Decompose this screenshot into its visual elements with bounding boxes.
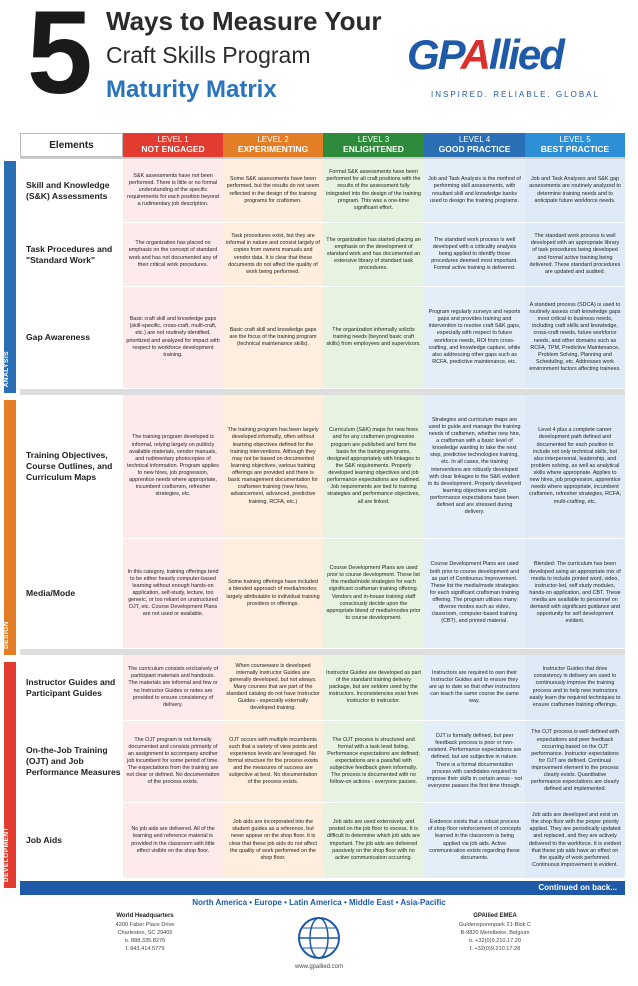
logo-tagline: INSPIRED. RELIABLE. GLOBAL [431,90,600,99]
element-label: Job Aids [20,803,123,878]
level-num: LEVEL 3 [357,134,390,144]
level-4-cell: The standard work process is well developed with a criticality analysis being applied to identify those procedures deemed most important. Formal active training is delivered. [424,223,525,286]
level-1-cell: S&K assessments have not been performed. There is little or no formal understanding of the specific requirements for each position beyond a rudimentary job description. [123,159,223,222]
matrix-body [20,159,625,879]
matrix-row [20,287,625,389]
matrix-row [20,655,625,721]
title-line-3: Maturity Matrix [106,76,277,103]
gpallied-logo [407,31,617,106]
level-4-cell: Strategies and curriculum maps are used to guide and manage the training needs of craftsmen, whether new hire, a craftsman with a basic level of knowledge wanting to take the next step, predictive technologies training, etc. In all cases, the training interventions are robustly developed with clear linkages to the S&K evident in its development. Properly developed learning objectives and job performance expectations have been defined and are stressed during delivery. [424,395,525,538]
level-1-cell: The OJT program is not formally documented and consists primarily of an assignment to accompany another job incumbent for some period of time. The expectations from the training are not clear or defined. No documentation of the process exists. [123,721,223,802]
level-1-header [123,133,223,157]
matrix-row [20,395,625,539]
level-4-cell: Job and Task Analysis is the method of performing skill assessments, with resultant skill and knowledge banks used to design the training programs. [424,159,525,222]
level-4-cell: Evidence exists that a robust process of shop floor reinforcement of concepts learned in the classroom is being applied via job aids. Active communication exists regarding these documents. [424,803,525,878]
page-header [0,0,638,132]
section-analysis [0,161,20,393]
emea-line-3: o. +32(0)9.210.17.20 [468,937,522,944]
hq-line-4: f. 843.414.5779 [125,946,165,953]
level-5-cell: Blended: The curriculum has been developed using an appropriate mix of media to include printed word, video, instructor-led, self study modules, hands-on application, and CBT. These media are available to personnel on demand with significant guidance and opportunity for self development evident. [525,539,625,648]
section-name: ANALYSIS [3,350,10,387]
level-1-cell: The curriculum consists exclusively of participant materials and handouts. The materials are informal and few or no Instructor Guides or notes are provided to ensure consistency of delivery. [123,655,223,720]
level-2-cell: Task procedures exist, but they are informal in nature and consist largely of copies from owners manuals and vendor data. It is clear that these documents do not affect the quality of work being performed. [223,223,323,286]
level-2-cell: Job aids are incorporated into the student guides as a reference, but never appear on the shop floor. It is clear that these job aids do not affect the quality of work performed on the shop floor. [223,803,323,878]
hq-line-1: 4200 Faber Place Drive [115,921,175,928]
section-design [0,400,20,655]
level-num: LEVEL 1 [157,134,189,144]
level-4-header [424,133,525,157]
level-5-cell: A standard process (SDCA) is used to routinely assess craft knowledge gaps most critical to business needs, including craft skills and knowledge, cross-craft needs, future workforce needs, and other domains such as RCFA, TPM, Predictive Maintenance, Problem Solving, Planning and Scheduling, etc. Addresses work environment factors affecting trainees. [525,287,625,388]
level-3-cell: The organization has started placing an emphasis on the development of standard work and has documented an extensive library of standard task procedures. [323,223,424,286]
level-5-header [525,133,625,157]
emea-line-4: f. +32(0)9.210.17.28 [469,946,521,953]
element-label: Task Procedures and "Standard Work" [20,223,123,286]
element-label: Media/Mode [20,539,123,648]
section-bar [4,400,16,655]
title-line-1: Ways to Measure Your [106,6,382,36]
level-num: LEVEL 5 [559,134,591,144]
level-2-header [223,133,323,157]
hq-line-3: o. 888.335.8276 [124,937,166,944]
website-link[interactable]: www.gpallied.com [294,964,344,970]
section-name: DESIGN [3,621,10,649]
level-2-cell: Some S&K assessments have been performed, but the results do not seem reflected in the design of the training programs for craftsmen. [223,159,323,222]
level-2-cell: OJT occurs with multiple incumbents such that a variety of view points and experience levels are leveraged. No formal structure for the process exists and the measures of success are subjective at best. No documentation of the process exists. [223,721,323,802]
level-1-cell: The training program developed is informal, relying largely on publicly available materials, vendor manuals, and rudimentary photocopies of technical information. Program applies to new hires, job progression, apprentice needs where appropriate, incumbent craftsmen, refresher strategies, etc. [123,395,223,538]
level-3-cell: Formal S&K assessments have been performed for all craft positions with the results of the assessment fully integrated into the design of the training program. This was a one-time significant effort. [323,159,424,222]
level-5-cell: The OJT process is well defined with expectations and peer feedback occurring based on the OJT performance. Instructor expectations for OJT are defined. Continual improvement element to the process clearly exists. Quantitative performance expectations are clearly defined and implemented. [525,721,625,802]
level-name: GOOD PRACTICE [438,143,511,154]
globe-icon [295,914,343,962]
level-3-cell: Instructor Guides are developed as part of the standard training delivery package, but are seldom used by the instructors. Inconsistencies exist from instructor to instructor. [323,655,424,720]
level-4-cell: Instructors are required to own their Instructor Guides and to ensure they are up to date so that other instructors can teach the same course the same way. [424,655,525,720]
element-label: Gap Awareness [20,287,123,388]
level-2-cell: Basic craft skill and knowledge gaps are the focus of the training program (technical maintenance skills). [223,287,323,388]
footer-emea [420,912,570,953]
section-name: DEVELOPMENT [3,827,10,882]
level-1-cell: The organization has placed no emphasis on the concept of standard work and has not documented any of their critical work procedures. [123,223,223,286]
matrix-row [20,539,625,649]
level-2-cell: Some training offerings have included a blended approach of media/modes; largely attributable to individual training providers or offerings. [223,539,323,648]
regions-line: North America • Europe • Latin America • Middle East • Asia-Pacific [192,898,446,907]
level-2-cell: When courseware is developed internally Instructor Guides are generally developed, but not always. Many courses that are part of the standard catalog do not have Instructor Guides - especially externally developed training. [223,655,323,720]
matrix-row [20,803,625,879]
title-line-2: Craft Skills Program [106,42,311,68]
level-3-cell: The organization informally solicits training needs (beyond basic craft skills) from employees and supervisors. [323,287,424,388]
big-number: 5 [27,0,89,119]
level-name: NOT ENGAGED [141,143,205,154]
level-3-cell: Job aids are used extensively and posted on the job floor to excess. It is difficult to determine which job aids are important. The job aids are delivered passively on the shop floor with no active communication occurring. [323,803,424,878]
level-name: BEST PRACTICE [540,143,610,154]
level-num: LEVEL 4 [458,134,491,144]
level-5-cell: Level 4 plus a complete career development path defined and documented for each position to include not only technical skills, but also interpersonal, leadership, and problem solving, as well as analytical skills where appropriate. Applies to new hires, job progression, apprentice needs where appropriate, incumbent craftsmen, refresher strategies, RCFA, multi-crafting, etc. [525,395,625,538]
element-label: Training Objectives, Course Outlines, and Curriculum Maps [20,395,123,538]
emea-line-2: B-9820 Merelbeke, Belgium [460,929,530,936]
level-4-cell: Program regularly surveys and reports gaps and provides training and intervention to resolve craft S&K gaps, especially with respect to future workforce needs, ROI from cross-crafting, and knowledge capture, while also addressing other gaps such as RCFA, predictive maintenance, etc. [424,287,525,388]
continued-banner: Continued on back... [20,881,625,895]
level-4-cell: Course Development Plans are used both prior to course development and as part of Continuous Improvement. These list the media/mode strategies for each significant craftsman training offering. The program utilizes many diverse modes such as video, classroom, computer-based training (CBT), and printed material. [424,539,525,648]
matrix-row [20,159,625,223]
hq-line-2: Charleston, SC 29405 [117,929,173,936]
element-label: On-the-Job Training (OJT) and Job Performance Measures [20,721,123,802]
level-3-header [323,133,424,157]
matrix-row [20,223,625,287]
elements-header: Elements [20,133,123,157]
level-5-cell: Job and Task Analyses and S&K gap assessments are routinely analyzed to determine training needs and to anticipate future workforce needs. [525,159,625,222]
level-3-cell: Course Development Plans are used prior to course development. These list the media/mode strategies for each significant craftsman training offering. Vendors and in-house training staff consciously decide upon the appropriate blend of media/modes prior to course development. [323,539,424,648]
emea-line-1: Guldensporenpark 21-Blok C [458,921,532,928]
section-development [0,662,20,888]
level-1-cell: In this category, training offerings tend to be either heavily computer-based learning without enough hands-on application, self-study, lecture, too generic, or too reliant on unstructured OJT, etc. Course Development Plans are not used or available. [123,539,223,648]
level-3-cell: The OJT process is structured and formal with a task level listing. Performance expectations are defined; expectations are a pass/fail with subjective feedback given informally. The process is documented with no follow-on actions - everyone passes. [323,721,424,802]
level-num: LEVEL 2 [257,134,289,144]
level-5-cell: Job aids are developed and exist on the shop floor with the proper priority applied. They are periodically updated and replaced, and they are actively delivered to the workforce. It is evident that these job aids have an effect on the quality of work performed. Continuous improvement is evident. [525,803,625,878]
maturity-matrix [20,133,625,879]
element-label: Instructor Guides and Participant Guides [20,655,123,720]
emea-title: GPAllied EMEA [473,913,517,919]
level-1-cell: Basic craft skill and knowledge gaps (skill-specific, cross-craft, multi-craft, etc.) are not routinely identified, prioritized and analyzed for impact with respect to workforce development training. [123,287,223,388]
hq-title: World Headquarters [116,913,174,919]
level-name: EXPERIMENTING [237,143,309,154]
footer-hq [70,912,220,953]
level-name: ENLIGHTENED [343,143,404,154]
level-4-cell: OJT is formally defined, but peer feedback process is poor or non-existent. Performance expectations are defined, but are subjective in nature. There is a formal documentation process with candidates required to improve their skills in certain areas - not everyone passes the first time through. [424,721,525,802]
level-3-cell: Curriculum (S&K) maps for new hires and for any craftsmen progression program are published and form the basis for the training programs, designed appropriately with linkages to the S&K requirements. Properly developed learning objectives and job performance expectations are outlined. Job requirements are tied to training strategies and performance objectives, all are linked. [323,395,424,538]
level-5-cell: Instructor Guides that drive consistency in delivery are used to continuously improve the training process and to help new instructors easily learn the required techniques to ensure craftsmen training offerings. [525,655,625,720]
matrix-header-row [20,133,625,159]
level-2-cell: The training program has been largely developed informally, often without learning objectives defined for the training interventions. Although they may not be based on documented learning objectives, various training offerings are provided and there is basic management documentation for craftsmen training (new hires, advancement, advanced, predictive training, RCFA, etc.) [223,395,323,538]
level-5-cell: The standard work process is well developed with an appropriate library of task procedures being developed and formal active training being delivered. These standard procedures are updated and audited. [525,223,625,286]
matrix-row [20,721,625,803]
logo-mark: GPAllied [407,31,563,78]
level-1-cell: No job aids are delivered. All of the learning and reference material is provided in the classroom with little effect visible on the shop floor. [123,803,223,878]
element-label: Skill and Knowledge (S&K) Assessments [20,159,123,222]
